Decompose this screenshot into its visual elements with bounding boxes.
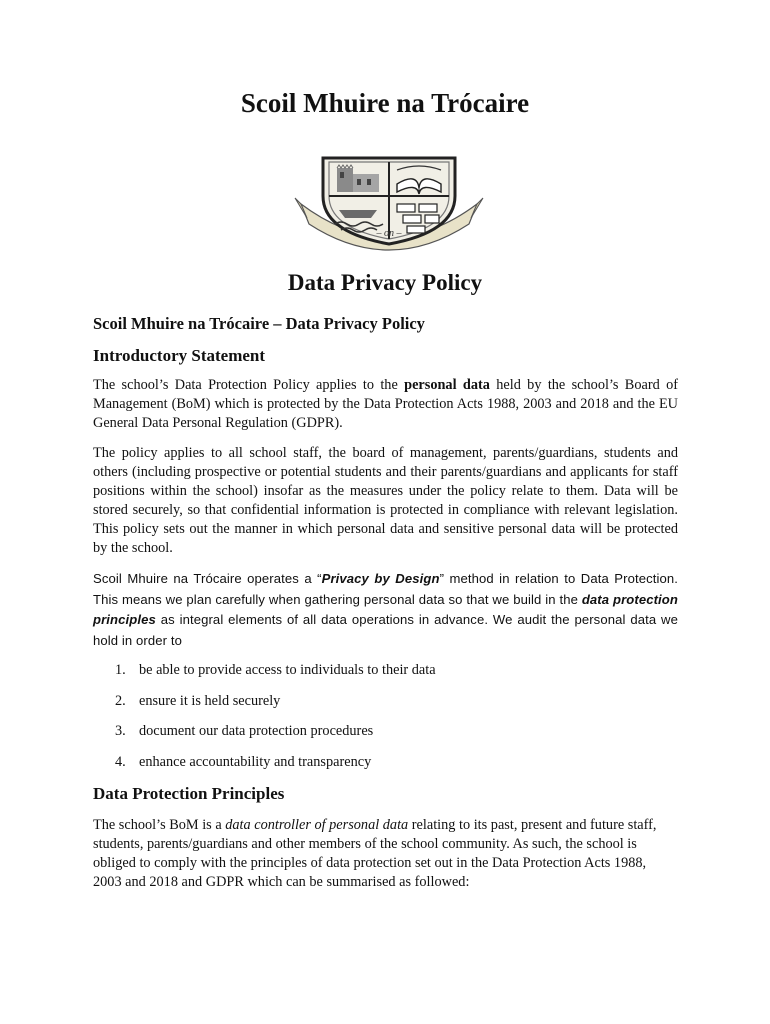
list-number: 4. <box>115 753 126 770</box>
list-number: 2. <box>115 692 126 709</box>
text-run: Scoil Mhuire na Trócaire operates a “ <box>93 571 322 586</box>
italic-term-data-controller: data controller of personal data <box>225 817 409 833</box>
text-run: relating to its past, present and future staff, students, parents/guardians and other members of the school community. As such, the school is obliged to comply with the principles of data protection set out in the Data Protection Acts 1988, 2003 and 2018 and GDPR which can be summarised as followed: <box>93 817 657 890</box>
intro-paragraph-2: The policy applies to all school staff, the board of management, parents/guardians, students and others (including prospective or potential students and their parents/guardians and applicants for staff positions within the school) insofar as the measures under the policy relate to them. Data will be stored securely, so that confidential information is protected in compliance with relevant legislation. This policy sets out the manner in which personal data and sensitive personal data will be protected by the school. <box>93 445 678 556</box>
list-item <box>93 723 678 754</box>
text-run: The school’s Data Protection Policy applies to the <box>93 377 405 393</box>
crest-motto: – on – <box>376 228 402 239</box>
document-subtitle: Scoil Mhuire na Trócaire – Data Privacy Policy <box>93 314 425 333</box>
bold-italic-data-protection-principles: data protection principles <box>93 591 678 627</box>
school-name-title: Scoil Mhuire na Trócaire <box>240 88 530 118</box>
text-run: as integral elements of all data operations in advance. We audit the personal data we hold in order to <box>93 612 678 648</box>
intro-paragraph-3 <box>93 569 678 651</box>
list-item <box>93 693 678 724</box>
list-item-text: be able to provide access to individuals to their data <box>139 662 436 678</box>
bold-term-personal-data: personal data <box>404 377 490 393</box>
text-run: held by the school’s Board of Management (BoM) which is protected by the Data Protection Acts 1988, 2003 and 2018 and the EU General Data Personal Regulation (GDPR). <box>93 377 678 431</box>
list-number: 3. <box>115 723 126 739</box>
audit-goals-list <box>93 662 678 784</box>
document-body <box>93 314 678 903</box>
section-heading-data-protection-principles: Data Protection Principles <box>93 784 285 803</box>
list-item-text: ensure it is held securely <box>139 692 281 709</box>
list-number: 1. <box>115 662 126 678</box>
list-item <box>93 754 678 785</box>
section-heading-introductory-statement: Introductory Statement <box>93 346 266 365</box>
principles-paragraph-1 <box>93 816 678 892</box>
policy-title: Data Privacy Policy <box>287 270 483 295</box>
intro-paragraph-1 <box>93 376 678 433</box>
text-run: ” method in relation to Data Protection. This means we plan carefully when gathering personal data so that we build in the <box>93 571 678 607</box>
bold-italic-privacy-by-design: Privacy by Design <box>321 571 440 586</box>
list-item-text: enhance accountability and transparency <box>139 753 372 770</box>
text-run: The school’s BoM is a <box>93 817 226 833</box>
list-item-text: document our data protection procedures <box>139 723 374 739</box>
list-item <box>93 662 678 693</box>
school-crest-logo <box>293 152 485 252</box>
